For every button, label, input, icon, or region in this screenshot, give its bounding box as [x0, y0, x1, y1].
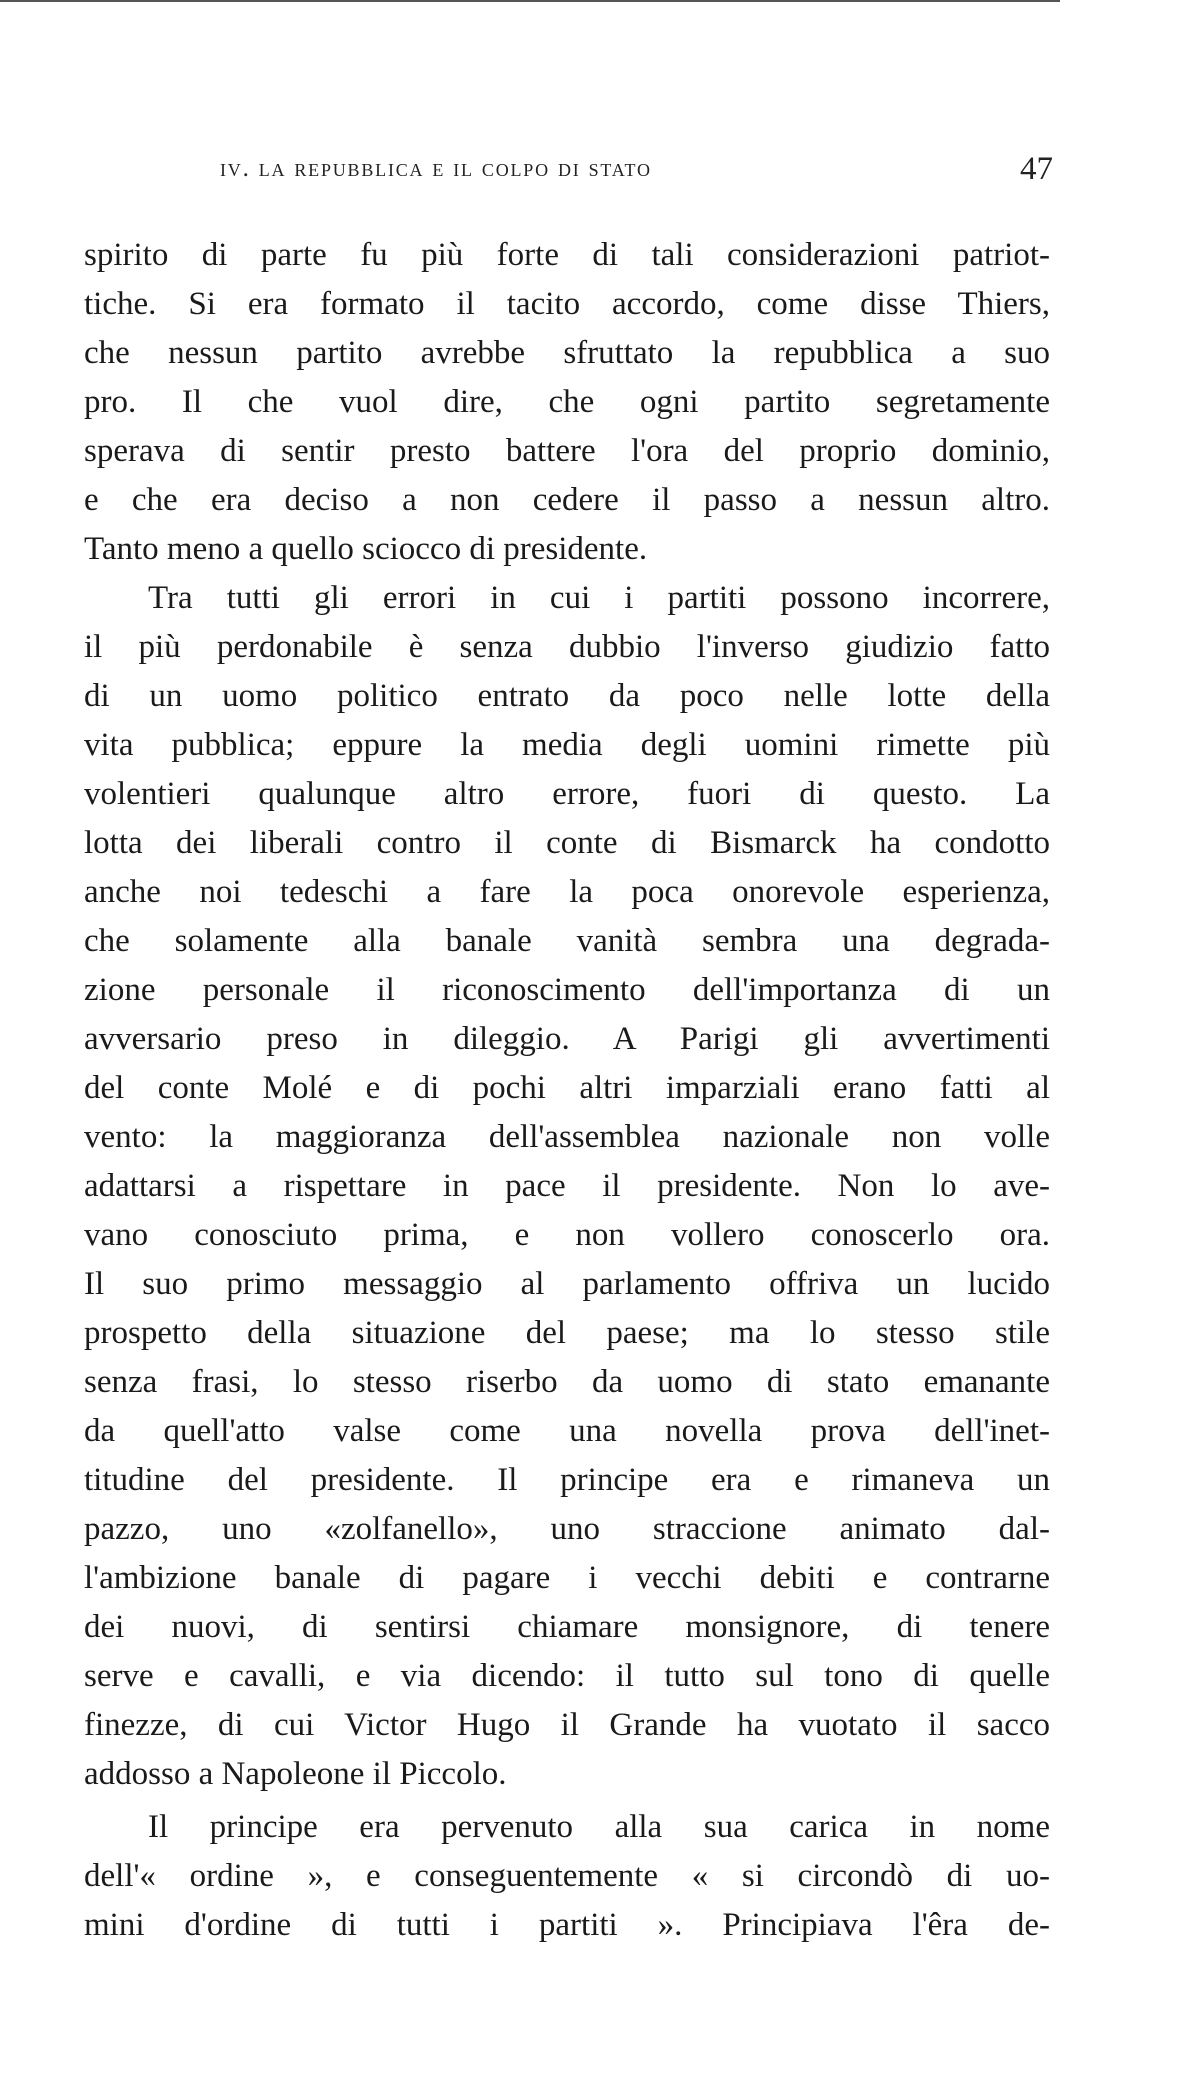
text-line: mini d'ordine di tutti i partiti ». Principiava l'êra de-	[84, 1907, 1050, 1943]
text-line: prospetto della situazione del paese; ma lo stesso stile	[84, 1315, 1050, 1351]
text-line: finezze, di cui Victor Hugo il Grande ha vuotato il sacco	[84, 1707, 1050, 1743]
text-line: avversario preso in dileggio. A Parigi gli avvertimenti	[84, 1021, 1050, 1057]
text-line: volentieri qualunque altro errore, fuori di questo. La	[84, 776, 1050, 812]
text-line: da quell'atto valse come una novella prova dell'inet-	[84, 1413, 1050, 1449]
text-line: pazzo, uno «zolfanello», uno straccione animato dal-	[84, 1511, 1050, 1547]
text-line: serve e cavalli, e via dicendo: il tutto sul tono di quelle	[84, 1658, 1050, 1694]
text-line: dell'« ordine », e conseguentemente « si circondò di uo-	[84, 1858, 1050, 1894]
text-line: Tanto meno a quello sciocco di presidente.	[84, 531, 648, 567]
paragraph-1	[84, 231, 1050, 574]
text-line: vento: la maggioranza dell'assemblea nazionale non volle	[84, 1119, 1050, 1155]
text-line: che nessun partito avrebbe sfruttato la repubblica a suo	[84, 335, 1050, 371]
text-line: vano conosciuto prima, e non vollero conoscerlo ora.	[84, 1217, 1050, 1253]
top-edge-rule	[0, 0, 1060, 2]
text-line: del conte Molé e di pochi altri imparziali erano fatti al	[84, 1070, 1050, 1106]
text-line: senza frasi, lo stesso riserbo da uomo di stato emanante	[84, 1364, 1050, 1400]
text-line: vita pubblica; eppure la media degli uomini rimette più	[84, 727, 1050, 763]
text-line: spirito di parte fu più forte di tali considerazioni patriot-	[84, 237, 1050, 273]
running-title: iv. la repubblica e il colpo di stato	[220, 155, 652, 182]
text-line: dei nuovi, di sentirsi chiamare monsignore, di tenere	[84, 1609, 1050, 1645]
text-line: Tra tutti gli errori in cui i partiti possono incorrere,	[148, 580, 1050, 616]
text-line: tiche. Si era formato il tacito accordo, come disse Thiers,	[84, 286, 1050, 322]
text-line: lotta dei liberali contro il conte di Bismarck ha condotto	[84, 825, 1050, 861]
text-line: l'ambizione banale di pagare i vecchi debiti e contrarne	[84, 1560, 1050, 1596]
text-line: e che era deciso a non cedere il passo a nessun altro.	[84, 482, 1050, 518]
text-line: di un uomo politico entrato da poco nelle lotte della	[84, 678, 1050, 714]
text-line: Il principe era pervenuto alla sua carica in nome	[148, 1809, 1050, 1845]
page-header	[0, 151, 1200, 195]
text-line: Il suo primo messaggio al parlamento offriva un lucido	[84, 1266, 1050, 1302]
paragraph-3	[84, 1803, 1050, 1950]
text-line: anche noi tedeschi a fare la poca onorevole esperienza,	[84, 874, 1050, 910]
text-line: zione personale il riconoscimento dell'importanza di un	[84, 972, 1050, 1008]
paragraph-2	[84, 574, 1050, 1799]
text-line: addosso a Napoleone il Piccolo.	[84, 1756, 507, 1792]
text-line: titudine del presidente. Il principe era e rimaneva un	[84, 1462, 1050, 1498]
text-line: che solamente alla banale vanità sembra una degrada-	[84, 923, 1050, 959]
page-number: 47	[1020, 151, 1053, 187]
body-text	[84, 231, 1050, 1950]
text-line: sperava di sentir presto battere l'ora del proprio dominio,	[84, 433, 1050, 469]
text-line: adattarsi a rispettare in pace il presidente. Non lo ave-	[84, 1168, 1050, 1204]
text-line: il più perdonabile è senza dubbio l'inverso giudizio fatto	[84, 629, 1050, 665]
text-line: pro. Il che vuol dire, che ogni partito segretamente	[84, 384, 1050, 420]
